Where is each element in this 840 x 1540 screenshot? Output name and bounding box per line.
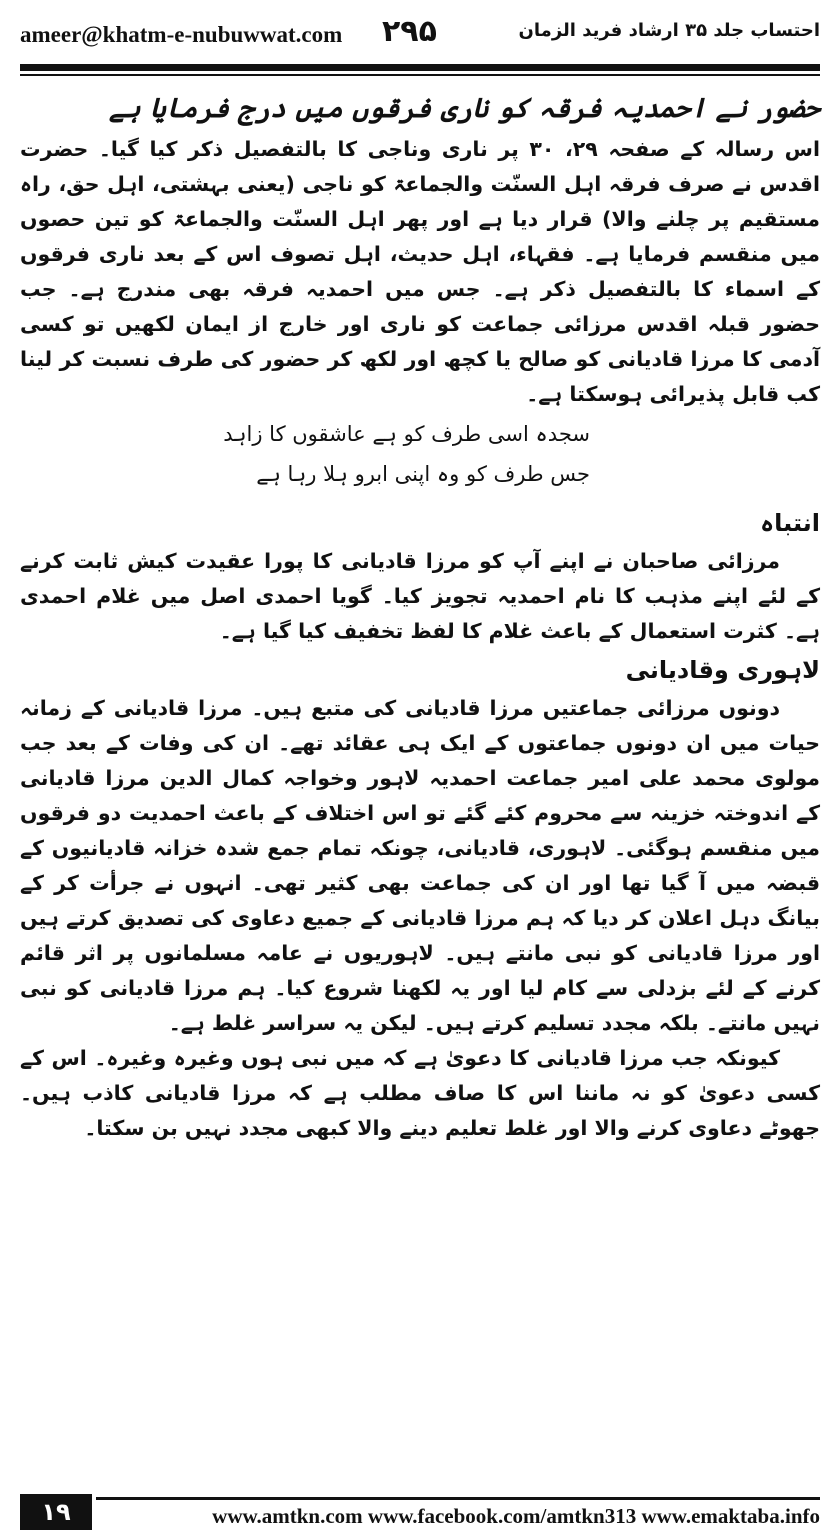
main-heading: حضور نے احمدیہ فرقہ کو ناری فرقوں میں درج فرمایا ہے (109, 93, 820, 124)
heading-intibah: انتباہ (760, 509, 820, 537)
footer-urls: www.amtkn.com www.facebook.com/amtkn313 www.emaktaba.info (212, 1504, 820, 1528)
heading-lahori-qadiani: لاہوری وقادیانی (625, 656, 820, 684)
header-rule-thick (20, 64, 820, 71)
paragraph-3: دونوں مرزائی جماعتیں مرزا قادیانی کی متبع ہیں۔ مرزا قادیانی کے زمانہ حیات میں ان دونوں جماعتوں کے ایک ہی عقائد تھے۔ ان کی وفات کے بعد جب مولوی محمد علی امیر جماعت احمدیہ لاہور وخواجہ کمال الدین مرزا قادیانی کے اندوختہ خزینہ سے محروم کئے گئے تو اس اختلاف کے باعث احمدیت دو فرقوں میں منقسم ہوگئی۔ لاہوری، قادیانی، چونکہ تمام جمع شدہ خزانہ قادیانیوں کے قبضہ میں آ گیا تھا اور ان کی جماعت بھی کثیر تھی۔ انہوں نے جرأت کر کے بیانگ دہل اعلان کر دیا کہ ہم مرزا قادیانی کے جمیع دعاوی کی تصدیق کرتے ہیں اور مرزا قادیانی کو نبی مانتے ہیں۔ لاہوریوں نے عامہ مسلمانوں پر اثر قائم کرنے کے لئے بزدلی سے کام لیا اور یہ لکھنا شروع کیا۔ ہم مرزا قادیانی کو نبی نہیں مانتے۔ بلکہ مجدد تسلیم کرتے ہیں۔ لیکن یہ سراسر غلط ہے۔ (20, 696, 820, 1035)
footer-section-number: ۱۹ (20, 1494, 92, 1530)
poem-couplet (20, 414, 820, 494)
footer-rule (96, 1497, 820, 1500)
paragraph-1: اس رسالہ کے صفحہ ۲۹، ۳۰ پر ناری وناجی کا بالتفصیل ذکر کیا گیا۔ حضرت اقدس نے صرف فرقہ اہل السنّت والجماعۃ کو ناجی (یعنی بہشتی، اہل حق، راہ مستقیم پر چلنے والا) قرار دیا ہے اور پھر اہل السنّت والجماعۃ کو تین حصوں میں منقسم فرمایا ہے۔ فقہاء، اہل حدیث، اہل تصوف اس کے بعد ناری فرقوں کے اسماء کا بالتفصیل ذکر ہے۔ جس میں احمدیہ فرقہ بھی مندرج ہے۔ جب حضور قبلہ اقدس مرزائی جماعت کو ناری اور خارج از ایمان لکھیں تو کسی آدمی کا مرزا قادیانی کو صالح یا کچھ اور لکھ کر حضور کی طرف نسبت کر لینا کب قابل پذیرائی ہوسکتا ہے۔ (20, 137, 820, 406)
header-email: ameer@khatm-e-nubuwwat.com (20, 22, 343, 47)
page-body (20, 86, 820, 1146)
book-title: احتساب جلد ۳۵ ارشاد فرید الزمان (518, 20, 820, 41)
page-number: ۲۹۵ (382, 14, 437, 49)
poem-line-1: سجدہ اسی طرف کو ہے عاشقوں کا زاہد (223, 422, 590, 446)
paragraph-4: کیونکہ جب مرزا قادیانی کا دعویٰ ہے کہ میں نبی ہوں وغیرہ وغیرہ۔ اس کے کسی دعویٰ کو نہ ماننا اس کا صاف مطلب ہے کہ مرزا قادیانی کاذب ہیں۔ جھوٹے دعاوی کرنے والا اور غلط تعلیم دینے والا کبھی مجدد نہیں بن سکتا۔ (20, 1046, 820, 1140)
paragraph-2: مرزائی صاحبان نے اپنے آپ کو مرزا قادیانی کا پورا عقیدت کیش ثابت کرنے کے لئے اپنے مذہب کا نام احمدیہ تجویز کیا۔ گویا احمدی اصل میں غلام احمدی ہے۔ کثرت استعمال کے باعث غلام کا لفظ تخفیف کیا گیا ہے۔ (20, 549, 820, 643)
poem-line-2: جس طرف کو وہ اپنی ابرو ہلا رہا ہے (256, 462, 590, 486)
header-rule-thin (20, 74, 820, 76)
